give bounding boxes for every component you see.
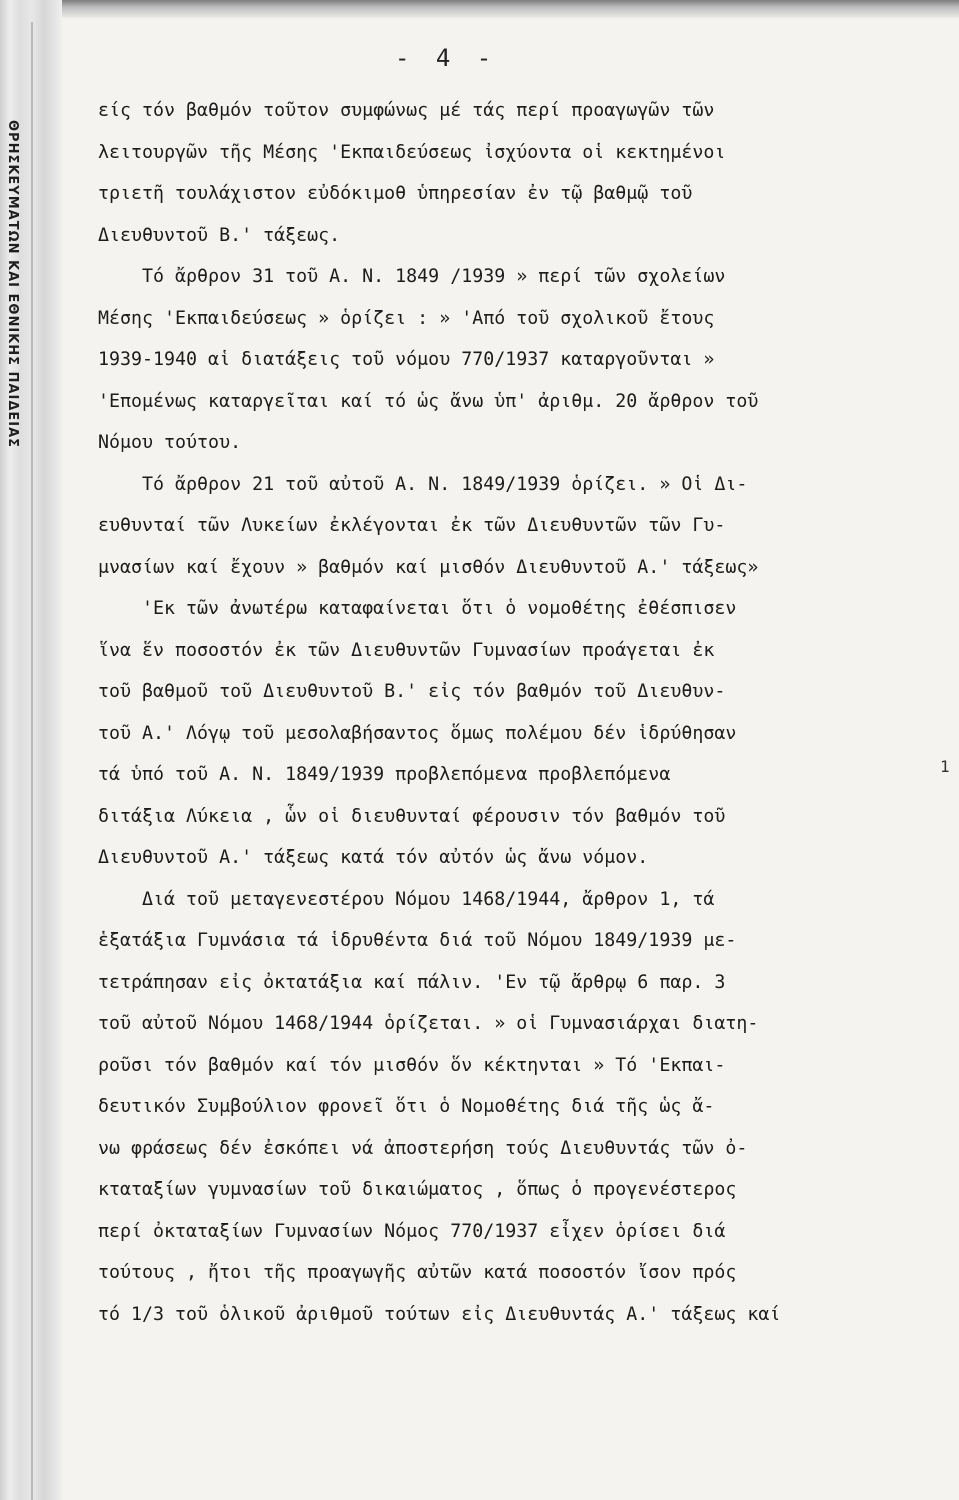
text-line: δευτικόν Συμβούλιον φρονεῖ ὅτι ὁ Νομοθέτης διά τῆς ὡς ἄ- (98, 1096, 715, 1117)
text-line: ροῦσι τόν βαθμόν καί τόν μισθόν ὅν κέκτηνται » Τό 'Εκπαι- (98, 1054, 726, 1076)
text-line: τούτους , ἤτοι τῆς προαγωγῆς αὐτῶν κατά ποσοστόν ἴσον πρός (98, 1262, 737, 1283)
text-line: νω φράσεως δέν ἐσκόπει νά ἀποστερήση τούς Διευθυντάς τῶν ὀ- (98, 1137, 748, 1159)
text-line: Διά τοῦ μεταγενεστέρου Νόμου 1468/1944, ἄρθρον 1, τά (98, 888, 715, 910)
text-line: ἵνα ἕν ποσοστόν ἐκ τῶν Διευθυντῶν Γυμνασίων προάγεται ἐκ (98, 639, 715, 661)
text-line: κταταξίων γυμνασίων τοῦ δικαιώματος , ὅπως ὁ προγενέστερος (98, 1179, 737, 1200)
text-line: Τό ἄρθρον 31 τοῦ Α. Ν. 1849 /1939 » περί τῶν σχολείων (98, 266, 726, 287)
text-line: τοῦ Α.' Λόγῳ τοῦ μεσολαβήσαντος ὅμως πολέμου δέν ἱδρύθησαν (98, 722, 737, 744)
body-text (98, 90, 940, 1335)
scan-top-edge (60, 0, 959, 18)
text-line: διτάξια Λύκεια , ὧν οἱ διευθυνταί φέρουσιν τόν βαθμόν τοῦ (98, 805, 726, 827)
text-line: Διευθυντοῦ Α.' τάξεως κατά τόν αὐτόν ὡς ἄνω νόμον. (98, 847, 649, 868)
text-line: ἑξατάξια Γυμνάσια τά ἱδρυθέντα διά τοῦ Νόμου 1849/1939 με- (98, 930, 737, 951)
text-line: 1939-1940 αἱ διατάξεις τοῦ νόμου 770/1937 καταργοῦνται » (98, 349, 715, 370)
text-line: Νόμου τούτου. (98, 432, 242, 453)
text-line: Τό ἄρθρον 21 τοῦ αὐτοῦ Α. Ν. 1849/1939 ὁρίζει. » Οἱ Δι- (98, 473, 748, 495)
text-line: τοῦ βαθμοῦ τοῦ Διευθυντοῦ Β.' εἰς τόν βαθμόν τοῦ Διευθυν- (98, 681, 726, 702)
text-line: τοῦ αὐτοῦ Νόμου 1468/1944 ὁρίζεται. » οἱ Γυμνασιάρχαι διατη- (98, 1013, 759, 1034)
text-line: περί ὀκταταξίων Γυμνασίων Νόμος 770/1937 εἶχεν ὁρίσει διά (98, 1220, 726, 1242)
text-line: λειτουργῶν τῆς Μέσης 'Εκπαιδεύσεως ἰσχύοντα οἱ κεκτημένοι (98, 141, 726, 163)
binding-fold-line (31, 22, 33, 1500)
text-line: Διευθυντοῦ Β.' τάξεως. (98, 224, 341, 246)
text-line: 'Εκ τῶν ἀνωτέρω καταφαίνεται ὅτι ὁ νομοθέτης ἐθέσπισεν (98, 598, 737, 619)
ministry-side-stamp: ΘΡΗΣΚΕΥΜΑΤΩΝ ΚΑΙ ΕΘΝΙΚΗΣ ΠΑΙΔΕΙΑΣ (5, 120, 20, 449)
binding-strip (0, 0, 62, 1500)
text-line: Μέσης 'Εκπαιδεύσεως » ὁρίζει : » 'Από τοῦ σχολικοῦ ἔτους (98, 307, 715, 329)
text-line: τό 1/3 τοῦ ὁλικοῦ ἀριθμοῦ τούτων εἰς Διευθυντάς Α.' τάξεως καί (98, 1303, 781, 1325)
text-line: τετράπησαν εἰς ὀκτατάξια καί πάλιν. 'Εν τῷ ἄρθρῳ 6 παρ. 3 (98, 971, 726, 993)
text-line: είς τόν βαθμόν τοῦτον συμφώνως μέ τάς περί προαγωγῶν τῶν (98, 100, 715, 121)
text-line: ευθυνταί τῶν Λυκείων ἐκλέγονται ἐκ τῶν Διευθυντῶν τῶν Γυ- (98, 515, 726, 536)
text-line: μνασίων καί ἔχουν » βαθμόν καί μισθόν Διευθυντοῦ Α.' τάξεως» (98, 556, 759, 578)
margin-mark: 1 (940, 757, 950, 776)
text-line: τά ὑπό τοῦ Α. Ν. 1849/1939 προβλεπόμενα προβλεπόμενα (98, 764, 671, 785)
text-line: τριετῆ τουλάχιστον εὐδόκιμοθ ὑπηρεσίαν ἐν τῷ βαθμῷ τοῦ (98, 183, 693, 204)
text-line: 'Επομένως καταργεῖται καί τό ὡς ἄνω ὑπ' ἀριθμ. 20 ἄρθρον τοῦ (98, 390, 759, 412)
page-number: - 4 - (395, 44, 498, 72)
